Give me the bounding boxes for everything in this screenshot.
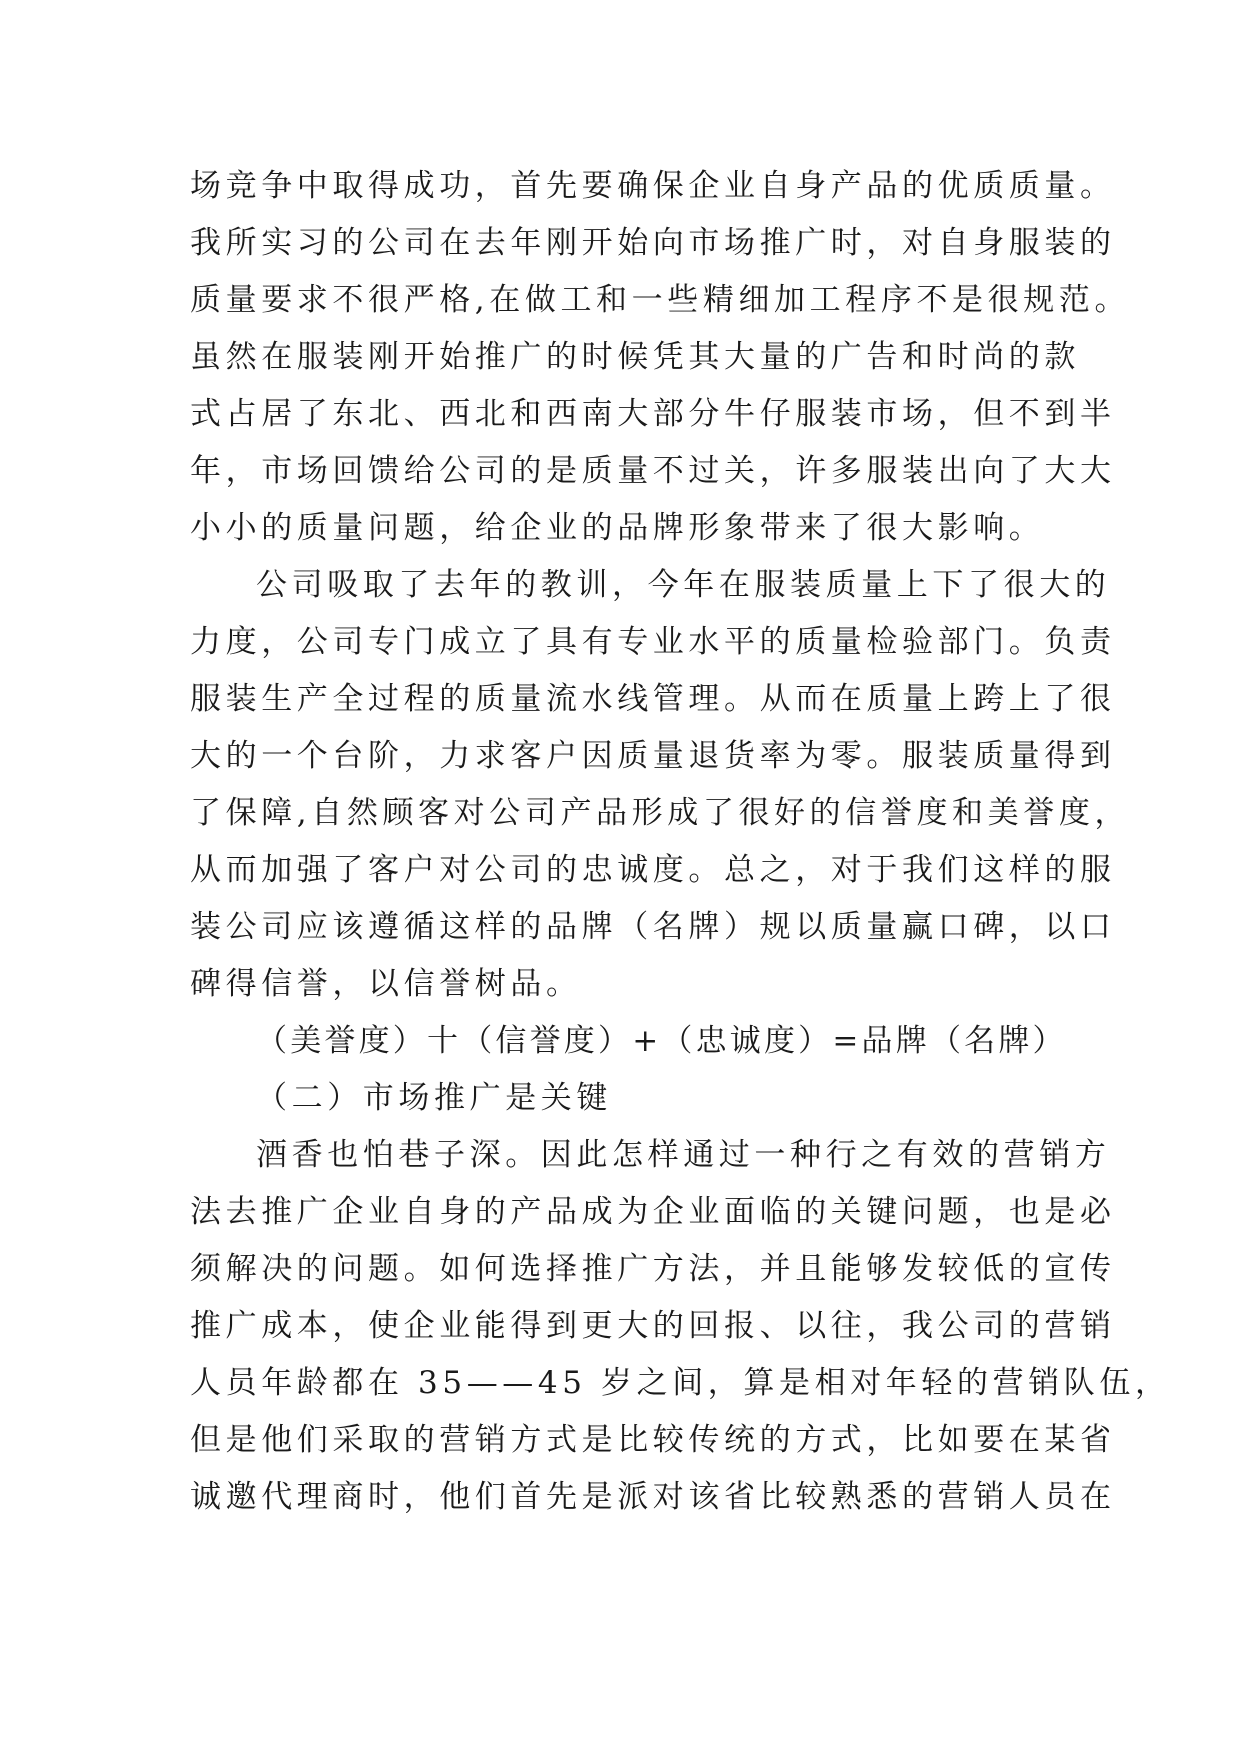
- text-line-19: 法去推广企业自身的产品成为企业面临的关键问题，也是必: [190, 1194, 1116, 1230]
- text-line-2: 我所实习的公司在去年刚开始向市场推广时，对自身服装的: [190, 225, 1116, 261]
- text-line-10: 服装生产全过程的质量流水线管理。从而在质量上跨上了很: [190, 681, 1116, 717]
- text-line-7: 小小的质量问题，给企业的品牌形象带来了很大影响。: [190, 510, 1045, 546]
- text-line-14: 装公司应该遵循这样的品牌（名牌）规以质量赢口碑，以口: [190, 909, 1116, 945]
- text-line-6: 年，市场回馈给公司的是质量不过关，许多服装出向了大大: [190, 453, 1116, 489]
- text-line-5: 式占居了东北、西北和西南大部分牛仔服装市场，但不到半: [190, 396, 1116, 432]
- text-line-24: 诚邀代理商时，他们首先是派对该省比较熟悉的营销人员在: [190, 1479, 1116, 1515]
- text-line-22: 人员年龄都在 35——45 岁之间，算是相对年轻的营销队伍，: [190, 1365, 1171, 1401]
- text-line-3: 质量要求不很严格,在做工和一些精细加工程序不是很规范。: [190, 282, 1131, 318]
- text-line-13: 从而加强了客户对公司的忠诚度。总之，对于我们这样的服: [190, 852, 1116, 888]
- text-line-4: 虽然在服装刚开始推广的时候凭其大量的广告和时尚的款: [190, 339, 1080, 375]
- text-line-12: 了保障,自然顾客对公司产品形成了很好的信誉度和美誉度，: [190, 795, 1131, 831]
- text-line-1: 场竞争中取得成功，首先要确保企业自身产品的优质质量。: [190, 168, 1116, 204]
- text-line-23: 但是他们采取的营销方式是比较传统的方式，比如要在某省: [190, 1422, 1116, 1458]
- section-heading: （二）市场推广是关键: [256, 1080, 612, 1116]
- text-line-18: 酒香也怕巷子深。因此怎样通过一种行之有效的营销方: [256, 1137, 1111, 1173]
- text-line-8: 公司吸取了去年的教训，今年在服装质量上下了很大的: [256, 567, 1111, 603]
- text-line-20: 须解决的问题。如何选择推广方法，并且能够发较低的宣传: [190, 1251, 1116, 1287]
- text-line-9: 力度，公司专门成立了具有专业水平的质量检验部门。负责: [190, 624, 1116, 660]
- brand-formula: （美誉度）十（信誉度）+（忠诚度）=品牌（名牌）: [256, 1023, 1067, 1059]
- text-line-21: 推广成本，使企业能得到更大的回报、以往，我公司的营销: [190, 1308, 1116, 1344]
- text-line-11: 大的一个台阶，力求客户因质量退货率为零。服装质量得到: [190, 738, 1116, 774]
- text-line-15: 碑得信誉，以信誉树品。: [190, 966, 582, 1002]
